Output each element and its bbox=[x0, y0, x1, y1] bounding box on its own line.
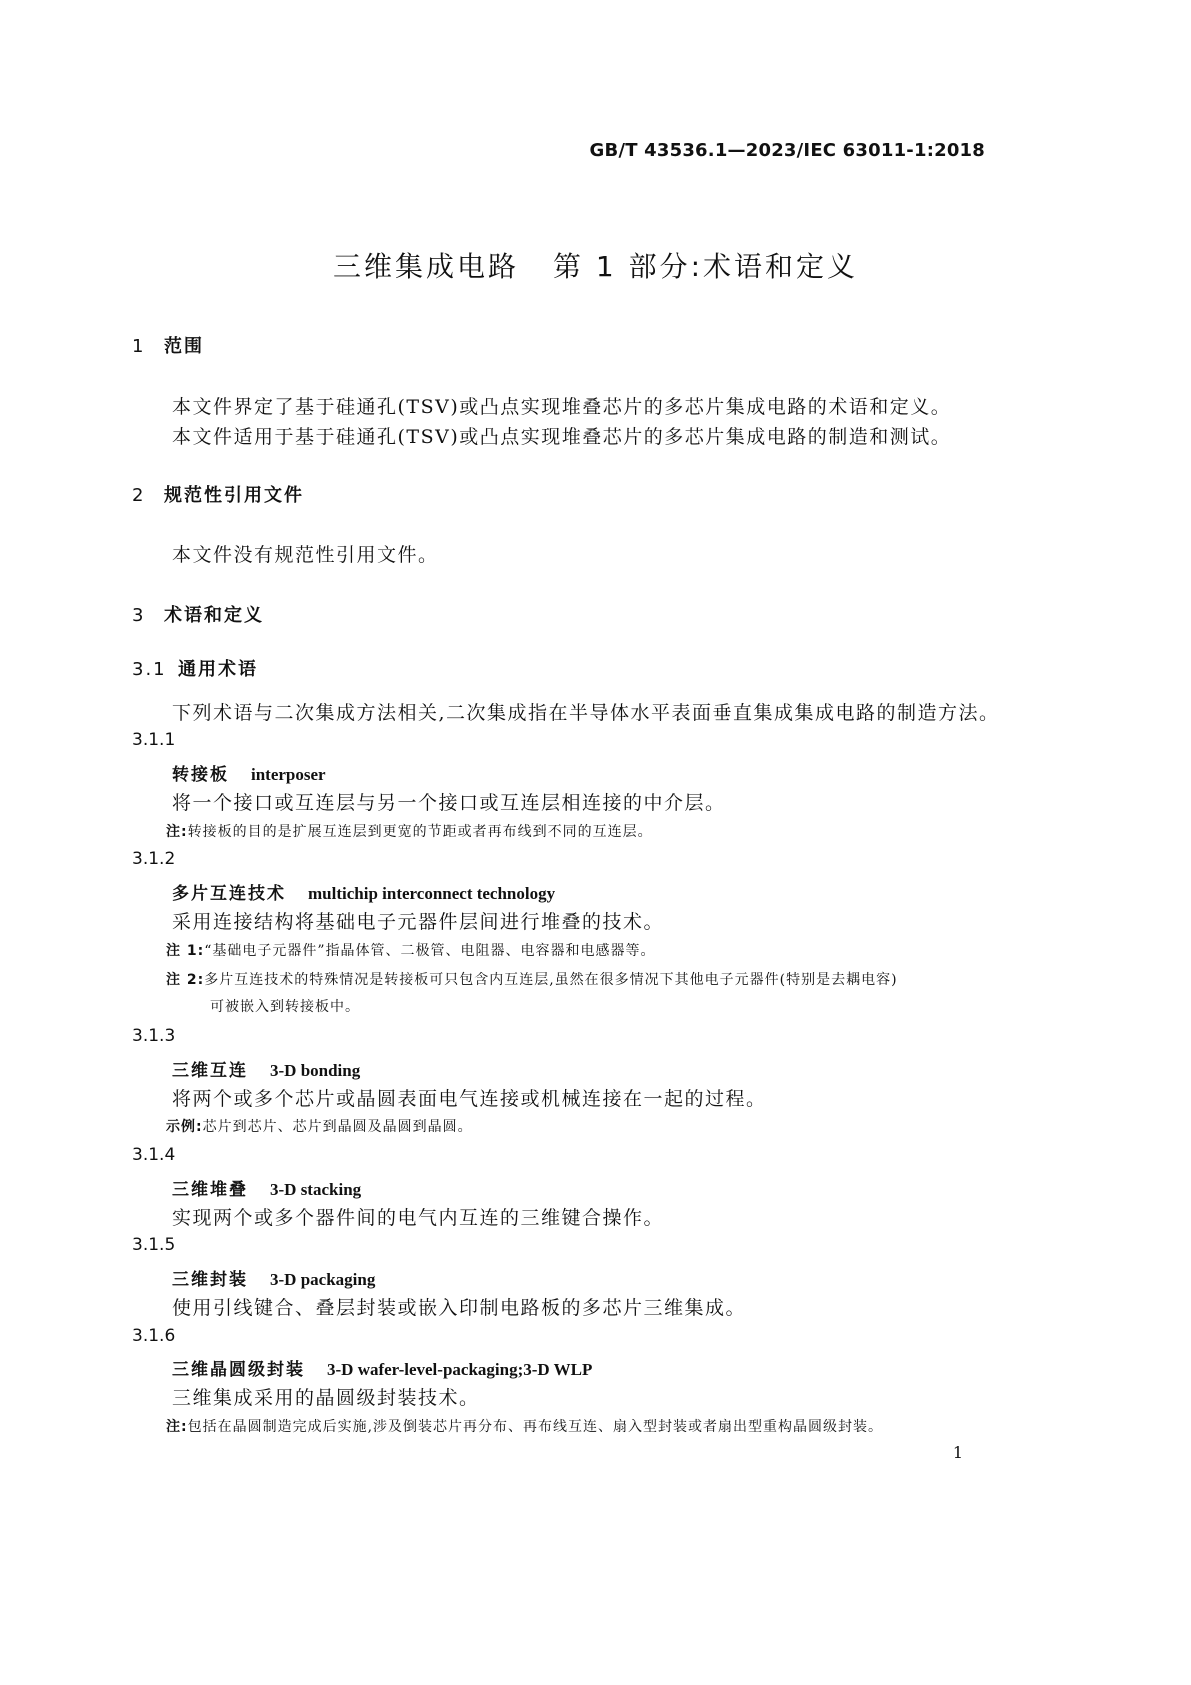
term-zh: 三维互连 bbox=[172, 1061, 248, 1081]
note-label: 注 2: bbox=[166, 972, 205, 988]
page-number: 1 bbox=[952, 1443, 963, 1462]
clause-number: 3.1.3 bbox=[132, 1026, 176, 1046]
term-heading bbox=[172, 879, 555, 904]
term-example bbox=[166, 1116, 473, 1136]
section-2-heading bbox=[132, 481, 304, 507]
term-definition: 使用引线键合、叠层封装或嵌入印制电路板的多芯片三维集成。 bbox=[172, 1297, 747, 1319]
term-zh: 多片互连技术 bbox=[172, 884, 286, 904]
title-part: 第 1 部分:术语和定义 bbox=[552, 250, 859, 283]
section-title: 术语和定义 bbox=[164, 605, 264, 626]
note-label: 注 1: bbox=[166, 943, 205, 959]
term-definition: 实现两个或多个器件间的电气内互连的三维键合操作。 bbox=[172, 1207, 665, 1229]
note-text: 多片互连技术的特殊情况是转接板可只包含内互连层,虽然在很多情况下其他电子元器件(特别是去耦电容) bbox=[204, 972, 898, 988]
example-label: 示例: bbox=[166, 1119, 203, 1135]
term-note bbox=[166, 1416, 883, 1436]
term-heading bbox=[172, 760, 326, 785]
term-note bbox=[166, 969, 898, 989]
clause-number: 3.1.6 bbox=[132, 1326, 176, 1346]
term-zh: 转接板 bbox=[172, 765, 229, 785]
clause-number: 3.1.4 bbox=[132, 1145, 176, 1165]
section-3-heading bbox=[132, 601, 264, 627]
term-en: 3-D bonding bbox=[270, 1061, 361, 1080]
section-number: 3 bbox=[132, 605, 146, 626]
paragraph: 本文件适用于基于硅通孔(TSV)或凸点实现堆叠芯片的多芯片集成电路的制造和测试。 bbox=[172, 426, 952, 448]
paragraph: 下列术语与二次集成方法相关,二次集成指在半导体水平表面垂直集成集成电路的制造方法。 bbox=[172, 702, 1000, 724]
term-en: interposer bbox=[251, 765, 326, 784]
term-note bbox=[166, 821, 653, 841]
term-zh: 三维堆叠 bbox=[172, 1180, 248, 1200]
subsection-3-1-heading bbox=[132, 655, 258, 681]
term-definition: 将一个接口或互连层与另一个接口或互连层相连接的中介层。 bbox=[172, 792, 726, 814]
term-zh: 三维封装 bbox=[172, 1270, 248, 1290]
term-en: 3-D packaging bbox=[270, 1270, 376, 1289]
section-number: 2 bbox=[132, 485, 146, 506]
term-heading bbox=[172, 1355, 592, 1380]
section-number: 3.1 bbox=[132, 659, 167, 680]
note-text: “基础电子元器件”指晶体管、二极管、电阻器、电容器和电感器等。 bbox=[204, 943, 656, 959]
clause-number: 3.1.1 bbox=[132, 730, 176, 750]
section-title: 范围 bbox=[164, 336, 204, 357]
note-continuation: 可被嵌入到转接板中。 bbox=[210, 999, 360, 1015]
term-heading bbox=[172, 1056, 360, 1081]
paragraph: 本文件没有规范性引用文件。 bbox=[172, 544, 439, 566]
note-label: 注: bbox=[166, 1419, 188, 1435]
term-zh: 三维晶圆级封装 bbox=[172, 1360, 305, 1380]
term-en: 3-D stacking bbox=[270, 1180, 362, 1199]
section-1-heading bbox=[132, 332, 204, 358]
example-text: 芯片到芯片、芯片到晶圆及晶圆到晶圆。 bbox=[202, 1119, 473, 1135]
clause-number: 3.1.2 bbox=[132, 849, 176, 869]
term-definition: 三维集成采用的晶圆级封装技术。 bbox=[172, 1387, 480, 1409]
term-definition: 采用连接结构将基础电子元器件层间进行堆叠的技术。 bbox=[172, 911, 665, 933]
title-main: 三维集成电路 bbox=[332, 250, 519, 283]
term-en: multichip interconnect technology bbox=[308, 884, 556, 903]
term-definition: 将两个或多个芯片或晶圆表面电气连接或机械连接在一起的过程。 bbox=[172, 1088, 767, 1110]
document-code: GB/T 43536.1—2023/IEC 63011-1:2018 bbox=[589, 140, 985, 161]
note-text: 包括在晶圆制造完成后实施,涉及倒装芯片再分布、再布线互连、扇入型封装或者扇出型重构晶圆级封装。 bbox=[187, 1419, 884, 1435]
paragraph: 本文件界定了基于硅通孔(TSV)或凸点实现堆叠芯片的多芯片集成电路的术语和定义。 bbox=[172, 396, 952, 418]
note-text: 转接板的目的是扩展互连层到更宽的节距或者再布线到不同的互连层。 bbox=[187, 824, 653, 840]
note-label: 注: bbox=[166, 824, 188, 840]
section-title: 规范性引用文件 bbox=[164, 485, 304, 506]
term-note bbox=[166, 940, 656, 960]
section-number: 1 bbox=[132, 336, 146, 357]
document-title bbox=[0, 245, 1191, 285]
section-title: 通用术语 bbox=[178, 659, 258, 680]
term-heading bbox=[172, 1265, 375, 1290]
term-heading bbox=[172, 1175, 361, 1200]
term-en: 3-D wafer-level-packaging;3-D WLP bbox=[327, 1360, 593, 1379]
clause-number: 3.1.5 bbox=[132, 1235, 176, 1255]
